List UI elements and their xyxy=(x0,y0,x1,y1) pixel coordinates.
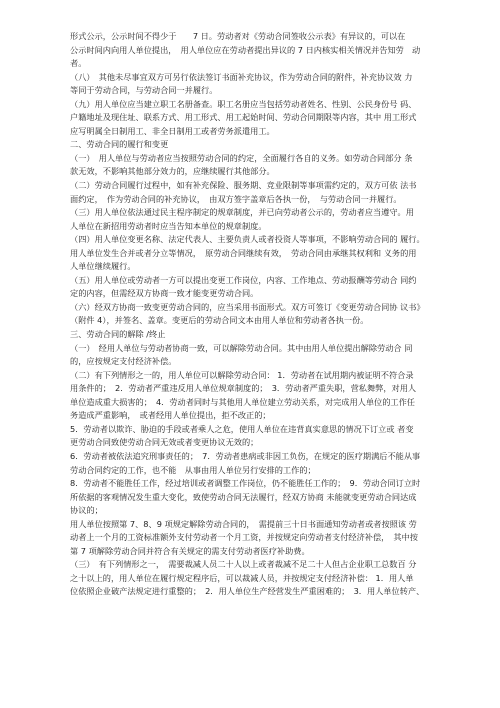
text-line: 位依照企业破产法规定进行重整的； 2．用人单位生产经营发生严重困难的； 3．用人单位转产、 xyxy=(70,586,425,597)
text-line: 之十以上的，用人单位在履行规定程序后，可以裁减人员，并按规定支付经济补偿： 1．用人单 xyxy=(70,572,414,583)
text-line: （六）经双方协商一致变更劳动合同的，应当采用书面形式。双方可签订《变更劳动合同协 议书》 xyxy=(70,301,425,312)
text-line: 所依据的客观情况发生重大变化，致使劳动合同无法履行，经双方协商 未能就变更劳动合同达成 xyxy=(70,491,417,502)
text-line: （一） 用人单位与劳动者应当按照劳动合同的约定，全面履行各自的义务。如劳动合同部分 条 xyxy=(70,152,413,163)
text-line: （四）用人单位变更名称、法定代表人、主要负责人或者投资人等事项，不影响劳动合同的 履行。 xyxy=(70,234,425,245)
text-line: 协议的； xyxy=(70,505,103,516)
text-line: 劳动合同约定的工作，也不能 从事由用人单位另行安排的工作的； xyxy=(70,464,316,475)
text-line: （三）用人单位依法通过民主程序制定的规章制度，并已向劳动者公示的，劳动者应当遵守。用 xyxy=(70,207,414,218)
text-line: 的，应按规定支付经济补偿。 xyxy=(70,356,177,367)
text-line: 应写明属全日制用工、非全日制用工或者劳务派遣用工。 xyxy=(70,125,275,136)
text-line: 款无效，不影响其他部分效力的，应继续履行其他部分。 xyxy=(70,166,275,177)
text-line: （三） 有下列情形之一， 需要裁减人员二十人以上或者裁减不足二十人但占企业职工总数百 分 xyxy=(70,559,417,570)
text-line: （附件 4），并签名、盖章。变更后的劳动合同文本由用人单位和劳动者各执一份。 xyxy=(70,315,369,326)
text-line: 用人单位发生合并或者分立等情况， 原劳动合同继续有效， 劳动合同由承继其权利和 义务的用 xyxy=(70,247,417,258)
text-line: 等同于劳动合同，与劳动合同一并履行。 xyxy=(70,85,218,96)
text-line: 三、劳动合同的解除 /终止 xyxy=(70,329,166,340)
text-line: 人单位继续履行。 xyxy=(70,261,136,272)
text-line: （一） 经用人单位与劳动者协商一致，可以解除劳动合同。其中由用人单位提出解除劳动合 同 xyxy=(70,342,413,353)
text-line: （九）用人单位应当建立职工名册备查。职工名册应当包括劳动者姓名、性别、公民身份号 码、 xyxy=(70,98,417,109)
text-line: 者。 xyxy=(70,58,87,69)
text-line: 单位造成重大损害的； 4．劳动者同时与其他用人单位建立劳动关系，对完成用人单位的工作任 xyxy=(70,396,415,407)
text-line: （二）劳动合同履行过程中，如有补充保险、服务期、竞业限制等事项需约定的，双方可依 法书 xyxy=(70,180,417,191)
text-line: 户籍地址及现住址、联系方式、用工形式、用工起始时间、劳动合同期限等内容，其中 用工形式 xyxy=(70,112,417,123)
text-line: （二）有下列情形之一的，用人单位可以解除劳动合同： 1．劳动者在试用期内被证明不符合录 xyxy=(70,369,414,380)
text-line: 8．劳动者不能胜任工作，经过培训或者调整工作岗位，仍不能胜任工作的； 9．劳动合同订立时 xyxy=(70,478,421,489)
text-line: 更劳动合同致使劳动合同无效或者变更协议无效的； xyxy=(70,437,259,448)
text-line: 5．劳动者以欺诈、胁迫的手段或者乘人之危，使用人单位在违背真实意思的情况下订立或 者变 xyxy=(70,423,414,434)
text-line: （五）用人单位或劳动者一方可以提出变更工作岗位，内容、工作地点、劳动报酬等劳动合 同约 xyxy=(70,274,417,285)
text-line: 定的内容，但需经双方协商一致才能变更劳动合同。 xyxy=(70,288,259,299)
text-line: 动者上一个月的工资标准额外支付劳动者一个月工资，并按规定向劳动者支付经济补偿， 其中按 xyxy=(70,532,418,543)
text-line: 第 7 项解除劳动合同并符合有关规定的需支付劳动者医疗补助费。 xyxy=(70,545,310,556)
text-line: （八） 其他未尽事宜双方可另行依法签订书面补充协议，作为劳动合同的附件，补充协议效 力 xyxy=(70,71,413,82)
text-line: 务造成严重影响， 或者经用人单位提出，拒不改正的； xyxy=(70,410,271,421)
text-line: 用条件的； 2．劳动者严重违反用人单位规章制度的； 3．劳动者严重失职，营私舞弊，对用人 xyxy=(70,383,417,394)
document-body xyxy=(70,30,430,599)
text-line: 用人单位按照第 7、8、9 项规定解除劳动合同的， 需提前三十日书面通知劳动者或者按照该 劳 xyxy=(70,518,417,529)
text-line: 二、劳动合同的履行和变更 xyxy=(70,139,169,150)
text-line: 面约定， 作为劳动合同的补充协议， 由双方签字盖章后各执一份， 与劳动合同一并履行。 xyxy=(70,193,402,204)
text-line: 6．劳动者被依法追究刑事责任的； 7．劳动者患病或非因工负伤，在规定的医疗期满后不能从事 xyxy=(70,450,421,461)
text-line: 公示时间内向用人单位提出， 用人单位应在劳动者提出异议的 7 日内核实相关情况并告知劳 动 xyxy=(70,44,421,55)
text-line: 形式公示，公示时间不得少于 7 日。劳动者对《劳动合同签收公示表》有异议的，可以在 xyxy=(70,31,406,41)
text-line: 人单位在新招用劳动者时应当告知本单位的规章制度。 xyxy=(70,220,267,231)
